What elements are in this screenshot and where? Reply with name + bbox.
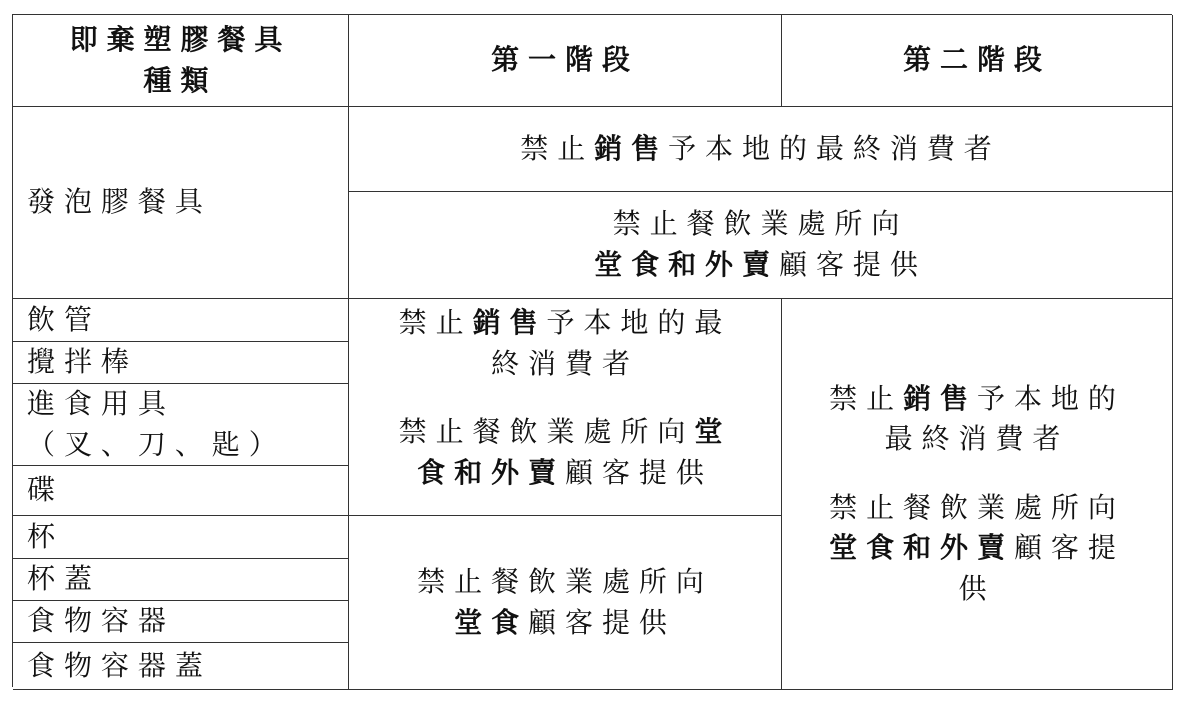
phase-two-provision-line1: 禁止餐飲業處所向 bbox=[829, 490, 1125, 524]
group-b-provision-post: 顧客提供 bbox=[528, 605, 676, 639]
group-b-phase-one bbox=[349, 516, 782, 690]
foam-provision-ban bbox=[349, 192, 1173, 299]
item-cup bbox=[13, 516, 349, 559]
group-b-provision-bold: 堂食 bbox=[454, 605, 529, 639]
foam-tableware-text: 發泡膠餐具 bbox=[27, 185, 212, 219]
header-phase-two-label: 第二階段 bbox=[903, 43, 1051, 77]
item-straw bbox=[13, 299, 349, 342]
group-a-sale-pre: 禁止 bbox=[398, 306, 473, 339]
item-food-container-lid bbox=[13, 643, 349, 690]
item-plate-label: 碟 bbox=[27, 473, 64, 507]
phase-two-sale-pre: 禁止 bbox=[829, 381, 904, 415]
item-plate bbox=[13, 466, 349, 516]
item-cup-lid-label: 杯蓋 bbox=[27, 562, 101, 596]
phase-two-sale-bold: 銷售 bbox=[903, 381, 977, 415]
header-category-line2: 種類 bbox=[143, 63, 218, 97]
phase-two-provision-line3: 供 bbox=[958, 571, 996, 605]
foam-sale-bold: 銷售 bbox=[594, 131, 669, 165]
item-food-container-lid-label: 食物容器蓋 bbox=[27, 648, 212, 682]
phase-two-provision-post: 顧客提 bbox=[1013, 531, 1125, 565]
group-a-provision-post: 顧客提供 bbox=[565, 455, 713, 489]
foam-sale-pre: 禁止 bbox=[520, 131, 595, 165]
phase-two-provision-bold: 堂食和外賣 bbox=[829, 531, 1014, 565]
phase-two-merged bbox=[782, 299, 1173, 690]
foam-sale-ban bbox=[349, 107, 1173, 192]
group-a-phase-one bbox=[349, 299, 782, 516]
phase-two-sale-line2: 最終消費者 bbox=[884, 422, 1070, 456]
item-cup-label: 杯 bbox=[27, 519, 64, 553]
group-a-sale-post: 予本地的最 bbox=[546, 306, 732, 339]
foam-tableware-label bbox=[13, 107, 349, 299]
group-a-provision-bold2: 食和外賣 bbox=[417, 455, 565, 489]
group-b-provision-line1: 禁止餐飲業處所向 bbox=[417, 564, 713, 598]
group-a-sale-line2: 終消費者 bbox=[491, 346, 639, 380]
item-utensils-detail: （叉、刀、匙） bbox=[27, 427, 286, 461]
foam-provision-bold: 堂食和外賣 bbox=[594, 248, 779, 281]
item-straw-label: 飲管 bbox=[27, 302, 101, 336]
item-utensils-label: 進食用具 bbox=[27, 386, 175, 420]
header-phase-one-label: 第一階段 bbox=[491, 43, 639, 77]
item-stirrer-label: 攪拌棒 bbox=[27, 345, 138, 379]
header-category-line1: 即棄塑膠餐具 bbox=[69, 22, 292, 56]
foam-sale-post: 予本地的最終消費者 bbox=[668, 131, 1001, 165]
phase-two-sale-post: 予本地的 bbox=[976, 381, 1125, 415]
foam-provision-line1: 禁止餐飲業處所向 bbox=[612, 207, 909, 241]
header-phase-two bbox=[782, 15, 1173, 107]
header-phase-one bbox=[349, 15, 782, 107]
item-food-container-label: 食物容器 bbox=[27, 604, 175, 638]
group-a-sale-bold: 銷售 bbox=[472, 306, 547, 339]
group-a-provision-pre: 禁止餐飲業處所向 bbox=[398, 415, 695, 449]
item-food-container bbox=[13, 601, 349, 643]
group-a-provision-bold1: 堂 bbox=[694, 415, 732, 449]
item-cup-lid bbox=[13, 559, 349, 601]
item-stirrer bbox=[13, 342, 349, 384]
header-category bbox=[13, 15, 349, 107]
plastic-tableware-table bbox=[12, 14, 1172, 687]
item-utensils bbox=[13, 384, 349, 466]
foam-provision-post: 顧客提供 bbox=[778, 248, 927, 281]
